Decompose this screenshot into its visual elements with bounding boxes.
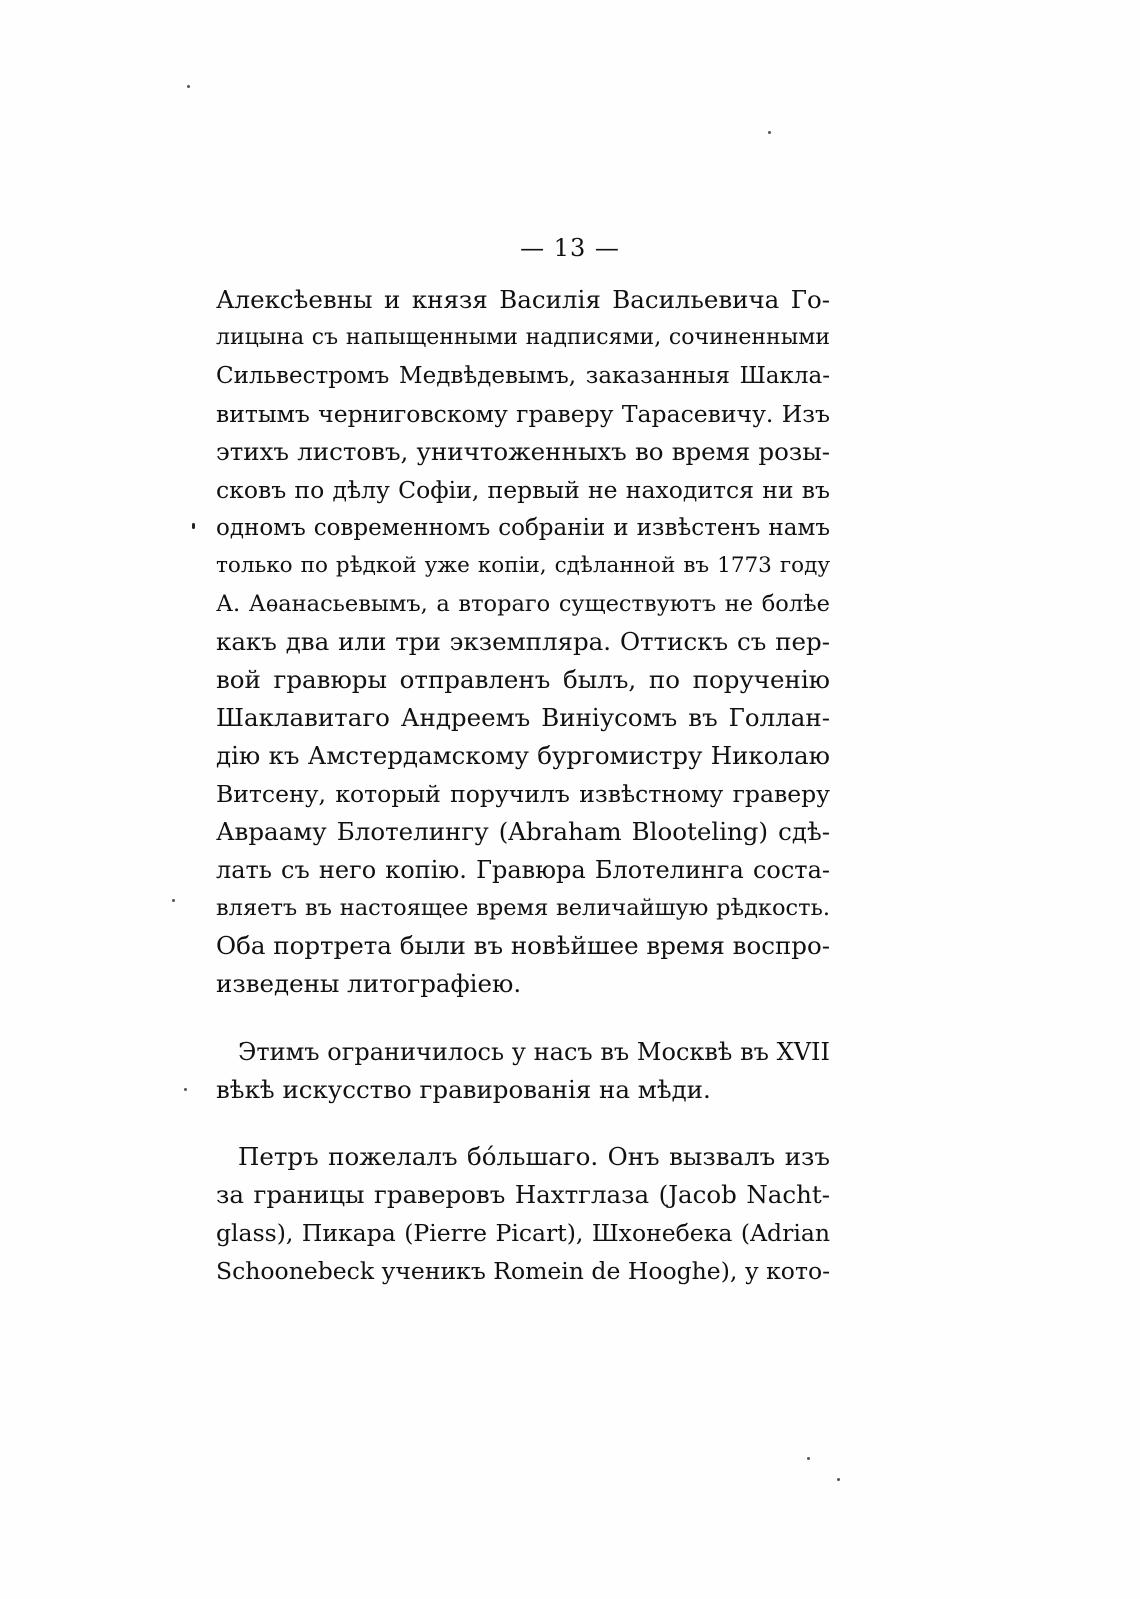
- text-line: какъ два или три экземпляра. Оттискъ съ пер-: [216, 627, 830, 656]
- text-line: Аврааму Блотелингу (Abraham Blooteling) сдѣ-: [216, 817, 830, 846]
- text-line: Оба портрета были въ новѣйшее время воспро-: [216, 931, 830, 960]
- scan-speck: [172, 899, 175, 902]
- text-line: только по рѣдкой уже копіи, сдѣланной въ 1773 году: [216, 553, 830, 578]
- text-line: glass), Пикара (Pierre Picart), Шхонебека (Adrian: [216, 1219, 830, 1247]
- text-line: Алексѣевны и князя Василія Васильевича Го-: [216, 285, 830, 314]
- text-line: Петръ пожелалъ бо́льшаго. Онъ вызвалъ изъ: [238, 1142, 830, 1171]
- scan-speck: [807, 1457, 810, 1460]
- text-line: этихъ листовъ, уничтоженныхъ во время розы-: [216, 437, 830, 466]
- text-line: Schoonebeck ученикъ Romein de Hooghe), у кото-: [216, 1257, 831, 1285]
- scan-speck: [187, 85, 190, 88]
- text-line: одномъ современномъ собраніи и извѣстенъ намъ: [216, 515, 830, 541]
- text-line: лать съ него копію. Гравюра Блотелинга соста-: [216, 856, 830, 884]
- text-line: изведены литографіею.: [216, 969, 522, 998]
- text-line: за границы граверовъ Нахтглаза (Jacob Nacht-: [216, 1180, 830, 1209]
- text-line: Этимъ ограничилось у насъ въ Москвѣ въ XVII: [238, 1038, 830, 1066]
- scan-speck: [768, 131, 771, 134]
- text-line: А. Аѳанасьевымъ, а втораго существуютъ не болѣе: [216, 591, 830, 617]
- text-line: Сильвестромъ Медвѣдевымъ, заказанныя Шакла-: [216, 363, 830, 389]
- text-line: витымъ черниговскому граверу Тарасевичу. Изъ: [216, 400, 830, 428]
- scan-speck: [837, 1478, 840, 1481]
- text-line: вѣкѣ искусство гравированія на мѣди.: [216, 1075, 711, 1104]
- text-line: Шаклавитаго Андреемъ Виніусомъ въ Голлан-: [216, 703, 830, 732]
- text-line: сковъ по дѣлу Софіи, первый не находится ни въ: [216, 476, 830, 504]
- text-line: дію къ Амстердамскому бургомистру Николаю: [216, 741, 830, 770]
- page-number: — 13 —: [520, 234, 620, 262]
- scan-speck: [184, 1088, 187, 1091]
- text-line: Витсену, который поручилъ извѣстному граверу: [216, 780, 830, 808]
- text-line: вой гравюры отправленъ былъ, по порученію: [216, 665, 830, 694]
- text-line: вляетъ въ настоящее время величайшую рѣдкость.: [216, 895, 830, 921]
- scan-speck: [192, 523, 195, 529]
- text-line: лицына съ напыщенными надписями, сочиненными: [216, 325, 830, 350]
